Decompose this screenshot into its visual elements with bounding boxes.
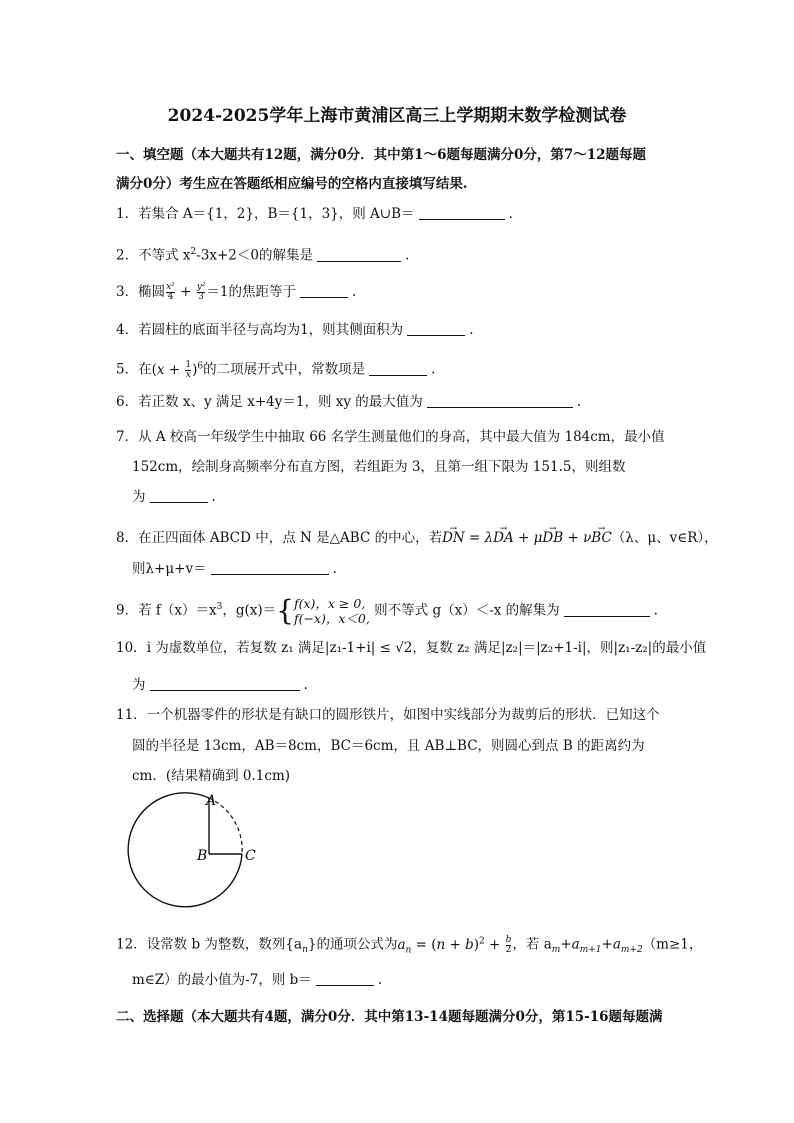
- answer-blank: [369, 361, 427, 376]
- question-number: 8．: [116, 530, 139, 546]
- question-text: 在正四面体 ABCD 中，点 N 是△ABC 的中心，若: [138, 530, 443, 546]
- question-text: 椭圆: [138, 284, 166, 300]
- question-text: 则λ+μ+v＝: [132, 561, 207, 577]
- question-4: 4．若圆柱的底面半径与高均为1，则其侧面积为 .: [116, 322, 474, 338]
- answer-blank: [300, 283, 348, 298]
- question-2: 2．不等式 $x^2-3x+2<0$的解集是 .: [116, 247, 410, 264]
- exponent: 3: [216, 602, 223, 612]
- question-text: 若 f（x）＝x: [138, 602, 217, 619]
- question-11-line3: cm．(结果精确到 0.1cm): [132, 768, 291, 784]
- question-text-tail: 则不等式 g（x）＜-x 的解集为: [374, 602, 560, 619]
- question-number: 12．: [116, 936, 147, 953]
- question-number: 7．: [116, 429, 139, 445]
- answer-blank: [419, 205, 505, 220]
- vector-equation: → DN = λ→ DA + μ→ DB + ν→ BC: [442, 530, 612, 546]
- question-9: 9．若 $f(x)=x^3$，g(x)＝{ f(x)，x ≥ 0, f(−x)，x＜0, 则不等式 g（x）＜-x 的解集为 .: [116, 594, 658, 627]
- question-number: 6．: [116, 394, 139, 410]
- question-text-mid: }的通项公式为: [307, 936, 398, 953]
- case-2: f(−x)，x＜0,: [293, 611, 370, 626]
- section1-heading-line2: 满分0分）考生应在答题纸相应编号的空格内直接填写结果.: [116, 176, 468, 192]
- answer-blank: [316, 971, 374, 986]
- question-8-line2: 则λ+μ+v＝ .: [132, 561, 337, 577]
- answer-blank: [564, 602, 650, 617]
- question-8-line1: [116, 529, 718, 547]
- answer-blank: [150, 676, 300, 691]
- question-text-tail: （λ、μ、v∈R），: [611, 530, 718, 546]
- question-1: 1．若集合 A＝{1，2}，B＝{1，3}，则 A∪B＝ .: [116, 206, 513, 222]
- question-10-line1: [116, 639, 706, 657]
- circle-solid-arc: [128, 793, 242, 907]
- question-text-tail: 的二项展开式中，常数项是: [203, 361, 366, 378]
- exponent: 2: [190, 247, 197, 257]
- question-text-tail: ，若 a: [512, 936, 552, 953]
- question-number: 1．: [116, 206, 139, 222]
- question-text: 为: [132, 677, 146, 693]
- question-7-line3: 为 .: [132, 489, 216, 505]
- general-term-formula: $a_n = (n + b)^2$ + $\frac{b}{2}$: [397, 934, 512, 956]
- question-text: 一个机器零件的形状是有缺口的圆形铁片，如图中实线部分为裁剪后的形状．已知这个: [146, 707, 660, 723]
- question-12-line1: 12．设常数 b 为整数，数列$\{a_n\}$的通项公式为$a_n = (n + b)^2$ + $\frac{b}{2}$ ，若 $a_m+a_{m+1}+a_{m+2}(m\ge 1$，: [116, 934, 703, 956]
- cut-circle-figure: [120, 788, 260, 908]
- answer-blank: [427, 393, 573, 408]
- question-7-line2: 152cm，绘制身高频率分布直方图，若组距为 3，且第一组下限为 151.5，则组数: [132, 459, 626, 475]
- question-number: 2．: [116, 247, 139, 264]
- question-number: 4．: [116, 322, 139, 338]
- question-number: 3．: [116, 284, 139, 300]
- answer-blank: [407, 321, 465, 336]
- question-text: 设常数 b 为整数，数列{a: [146, 936, 303, 953]
- label-c: C: [245, 848, 256, 864]
- binomial-expression: (x + $\frac{1}{x}$ )$^6$: [151, 359, 204, 380]
- question-text-mid: ，g(x)＝: [222, 602, 277, 619]
- question-text: 从 A 校高一年级学生中抽取 66 名学生测量他们的身高，其中最大值为 184cm，最小值: [138, 429, 665, 445]
- question-text: 若集合 A＝{1，2}，B＝{1，3}，则 A∪B＝: [138, 206, 415, 222]
- question-6: 6．若正数 x、y 满足 x+4y＝1，则 xy 的最大值为 .: [116, 394, 582, 410]
- label-a: A: [206, 793, 217, 809]
- question-text: 不等式 x: [138, 247, 191, 264]
- question-text-tail: ＝1的焦距等于: [206, 284, 296, 300]
- question-number: 9．: [116, 602, 139, 619]
- section2-heading-line1: 二、选择题（本大题共有4题，满分0分．其中第13-14题每题满分0分，第15-16题每题满: [116, 1009, 663, 1025]
- fraction-y2-over-3: $\frac{\text{y²}}{3}$: [196, 282, 206, 302]
- question-text: 若圆柱的底面半径与高均为1，则其侧面积为: [138, 322, 404, 338]
- label-b: B: [197, 848, 208, 864]
- answer-blank: [211, 560, 329, 575]
- page-title: 2024-2025学年上海市黄浦区高三上学期期末数学检测试卷: [167, 106, 627, 126]
- question-text-tail: -3x+2＜0的解集是: [196, 247, 313, 264]
- brace-symbol: {: [276, 594, 294, 627]
- answer-blank: [317, 247, 401, 262]
- question-12-line2: m∈Z）的最小值为-7，则 b＝ .: [132, 972, 383, 988]
- question-11-line1: [116, 706, 660, 724]
- question-3: 3．椭圆 $\frac{\text{x²}}{4}$ + $\frac{\text{y²}}{3}$ ＝1的焦距等于 .: [116, 282, 357, 302]
- question-text: 为: [132, 489, 146, 505]
- fraction-x2-over-4: $\frac{\text{x²}}{4}$: [166, 282, 175, 302]
- question-number: 5．: [116, 361, 139, 378]
- question-text-end: （m≥1，: [642, 936, 703, 953]
- question-5: 5．在(x + $\frac{1}{x}$ )$^6$的二项展开式中，常数项是 .: [116, 359, 436, 380]
- question-11-line2: 圆的半径是 13cm，AB＝8cm，BC＝6cm，且 AB⊥BC，则圆心到点 B 的距离约为: [132, 738, 645, 754]
- answer-blank: [150, 488, 208, 503]
- case-1: f(x)，x ≥ 0,: [293, 596, 366, 611]
- question-number: 10．: [116, 640, 147, 656]
- piecewise-cases: [294, 596, 370, 626]
- question-text: i 为虚数单位，若复数 z₁ 满足|z₁-1+i| ≤ √2，复数 z₂ 满足|z₂|＝|z₂+1-i|，则|z₁-z₂|的最小值: [146, 640, 707, 656]
- question-10-line2: 为 .: [132, 677, 308, 693]
- question-text: m∈Z）的最小值为-7，则 b＝: [132, 972, 312, 988]
- question-7-line1: [116, 428, 665, 446]
- section1-heading-line1: 一、填空题（本大题共有12题，满分0分．其中第1～6题每题满分0分，第7～12题每题: [116, 147, 647, 163]
- question-text: 在: [138, 361, 152, 378]
- question-text: 若正数 x、y 满足 x+4y＝1，则 xy 的最大值为: [138, 394, 423, 410]
- question-number: 11．: [116, 707, 147, 723]
